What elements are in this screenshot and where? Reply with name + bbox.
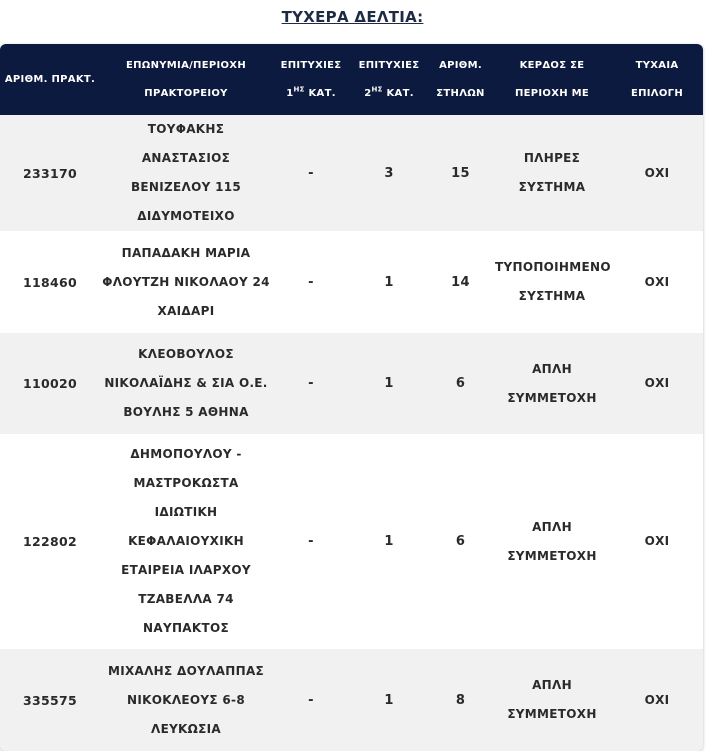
columns-count-cell: 14	[451, 274, 470, 290]
agency-name-cell-line: ΛΕΥΚΩΣΙΑ	[150, 721, 222, 736]
header-random-pick: ΤΥΧΑΙΑ ΕΠΙΛΟΓΗ	[630, 59, 683, 99]
table-row	[0, 231, 703, 333]
agency-name-cell-line: ΒΕΝΙΖΕΛΟΥ 115	[130, 180, 242, 194]
agency-name-cell	[100, 649, 272, 751]
agency-name-cell	[100, 434, 272, 649]
agency-name-cell-line: ΔΙΔΥΜΟΤΕΙΧΟ	[137, 209, 235, 223]
agency-name-cell-line: ΦΛΟΥΤΖΗ ΝΙΚΟΛΑΟΥ 24	[102, 274, 270, 289]
gain-type-cell-line: ΑΠΛΗ	[532, 519, 572, 534]
first-category-cell: -	[308, 274, 314, 290]
agency-name-cell-line: ΝΙΚΟΚΛΕΟΥΣ 6-8	[127, 692, 245, 707]
gain-type-cell	[493, 333, 611, 434]
second-category-cell: 1	[384, 534, 394, 549]
first-category-cell: -	[308, 534, 314, 549]
header-columns-count: ΑΡΙΘΜ. ΣΤΗΛΩΝ	[436, 59, 485, 99]
agency-name-cell-line: ΤΖΑΒΕΛΛΑ 74	[138, 592, 234, 606]
random-pick-cell: ΟΧΙ	[644, 274, 670, 289]
gain-type-cell-line: ΤΥΠΟΠΟΙΗΜΕΝΟ	[495, 260, 611, 274]
header-first-category: ΕΠΙΤΥΧΙΕΣ $1^{H\Sigma}$ ΚΑΤ.	[280, 59, 342, 99]
second-category-cell: 1	[384, 376, 394, 391]
gain-type-cell-line: ΠΛΗΡΕΣ	[523, 151, 581, 165]
columns-count-cell: 8	[455, 692, 466, 708]
header-agency-code: ΑΡΙΘΜ. ΠΡΑΚΤ.	[4, 73, 96, 85]
table-row	[0, 434, 703, 649]
agency-name-cell-line: ΤΟΥΦΑΚΗΣ ΑΝΑΣΤΑΣΙΟΣ	[141, 122, 231, 165]
agency-code-cell: 335575	[23, 692, 77, 708]
gain-type-cell	[493, 434, 611, 649]
second-category-cell: 3	[384, 165, 394, 181]
agency-name-cell	[100, 333, 272, 434]
gain-type-cell	[493, 115, 611, 231]
gain-type-cell-line: ΑΠΛΗ	[532, 678, 572, 692]
agency-name-cell-line: ΚΕΦΑΛΑΙΟΥΧΙΚΗ	[128, 534, 244, 548]
columns-count-cell: 6	[455, 534, 466, 549]
gain-type-cell-line: ΣΥΣΤΗΜΑ	[518, 289, 586, 303]
agency-name-cell-line: ΕΤΑΙΡΕΙΑ ΙΛΑΡΧΟΥ	[121, 563, 251, 577]
winning-tickets-table	[0, 44, 703, 751]
agency-name-cell-line: ΝΙΚΟΛΑΪΔΗΣ & ΣΙΑ Ο.Ε.	[104, 376, 268, 390]
gain-type-cell-line: ΣΥΜΜΕΤΟΧΗ	[507, 707, 597, 721]
table-row	[0, 333, 703, 434]
agency-name-cell	[100, 115, 272, 231]
random-pick-cell: ΟΧΙ	[644, 376, 670, 390]
header-agency-name: ΕΠΩΝΥΜΙΑ/ΠΕΡΙΟΧΗ ΠΡΑΚΤΟΡΕΙΟΥ	[125, 59, 246, 99]
agency-name-cell-line: ΠΑΠΑΔΑΚΗ ΜΑΡΙΑ	[121, 245, 251, 260]
agency-name-cell-line: ΜΑΣΤΡΟΚΩΣΤΑ	[133, 476, 239, 490]
first-category-cell: -	[308, 376, 314, 391]
second-category-cell: 1	[384, 692, 394, 708]
second-category-cell: 1	[384, 274, 394, 290]
columns-count-cell: 15	[451, 165, 470, 181]
header-second-category: ΕΠΙΤΥΧΙΕΣ $2^{H\Sigma}$ ΚΑΤ.	[358, 59, 420, 99]
gain-type-cell-line: ΣΥΜΜΕΤΟΧΗ	[507, 548, 597, 563]
random-pick-cell: ΟΧΙ	[644, 692, 670, 707]
agency-code-cell: 122802	[23, 534, 77, 549]
header-gain-type: ΚΕΡΔΟΣ ΣΕ ΠΕΡΙΟΧΗ ΜΕ	[514, 59, 590, 99]
gain-type-cell-line: ΑΠΛΗ	[532, 361, 572, 376]
random-pick-cell: ΟΧΙ	[644, 165, 670, 180]
agency-name-cell-line: ΙΔΙΩΤΙΚΗ	[154, 505, 218, 519]
agency-name-cell-line: ΔΗΜΟΠΟΥΛΟΥ -	[130, 447, 242, 461]
agency-name-cell-line: ΝΑΥΠΑΚΤΟΣ	[143, 621, 229, 635]
random-pick-cell: ΟΧΙ	[644, 534, 670, 548]
agency-name-cell-line: ΒΟΥΛΗΣ 5 ΑΘΗΝΑ	[123, 405, 249, 419]
table-row	[0, 115, 703, 231]
gain-type-cell-line: ΣΥΜΜΕΤΟΧΗ	[507, 390, 597, 405]
agency-code-cell: 118460	[23, 274, 77, 290]
first-category-cell: -	[308, 692, 314, 708]
table-row	[0, 649, 703, 751]
gain-type-cell	[493, 649, 611, 751]
agency-name-cell-line: ΧΑΙΔΑΡΙ	[157, 303, 215, 318]
first-category-cell: -	[308, 165, 314, 181]
agency-name-cell-line: ΚΛΕΟΒΟΥΛΟΣ	[138, 347, 234, 361]
table-header-row	[0, 44, 703, 115]
agency-name-cell	[100, 231, 272, 333]
gain-type-cell	[493, 231, 611, 333]
columns-count-cell: 6	[455, 376, 466, 391]
agency-code-cell: 233170	[23, 165, 77, 181]
gain-type-cell-line: ΣΥΣΤΗΜΑ	[518, 180, 586, 194]
page-title: ΤΥΧΕΡΑ ΔΕΛΤΙΑ:	[281, 8, 424, 26]
agency-code-cell: 110020	[23, 376, 77, 391]
agency-name-cell-line: ΜΙΧΑΛΗΣ ΔΟΥΛΑΠΠΑΣ	[107, 663, 265, 678]
